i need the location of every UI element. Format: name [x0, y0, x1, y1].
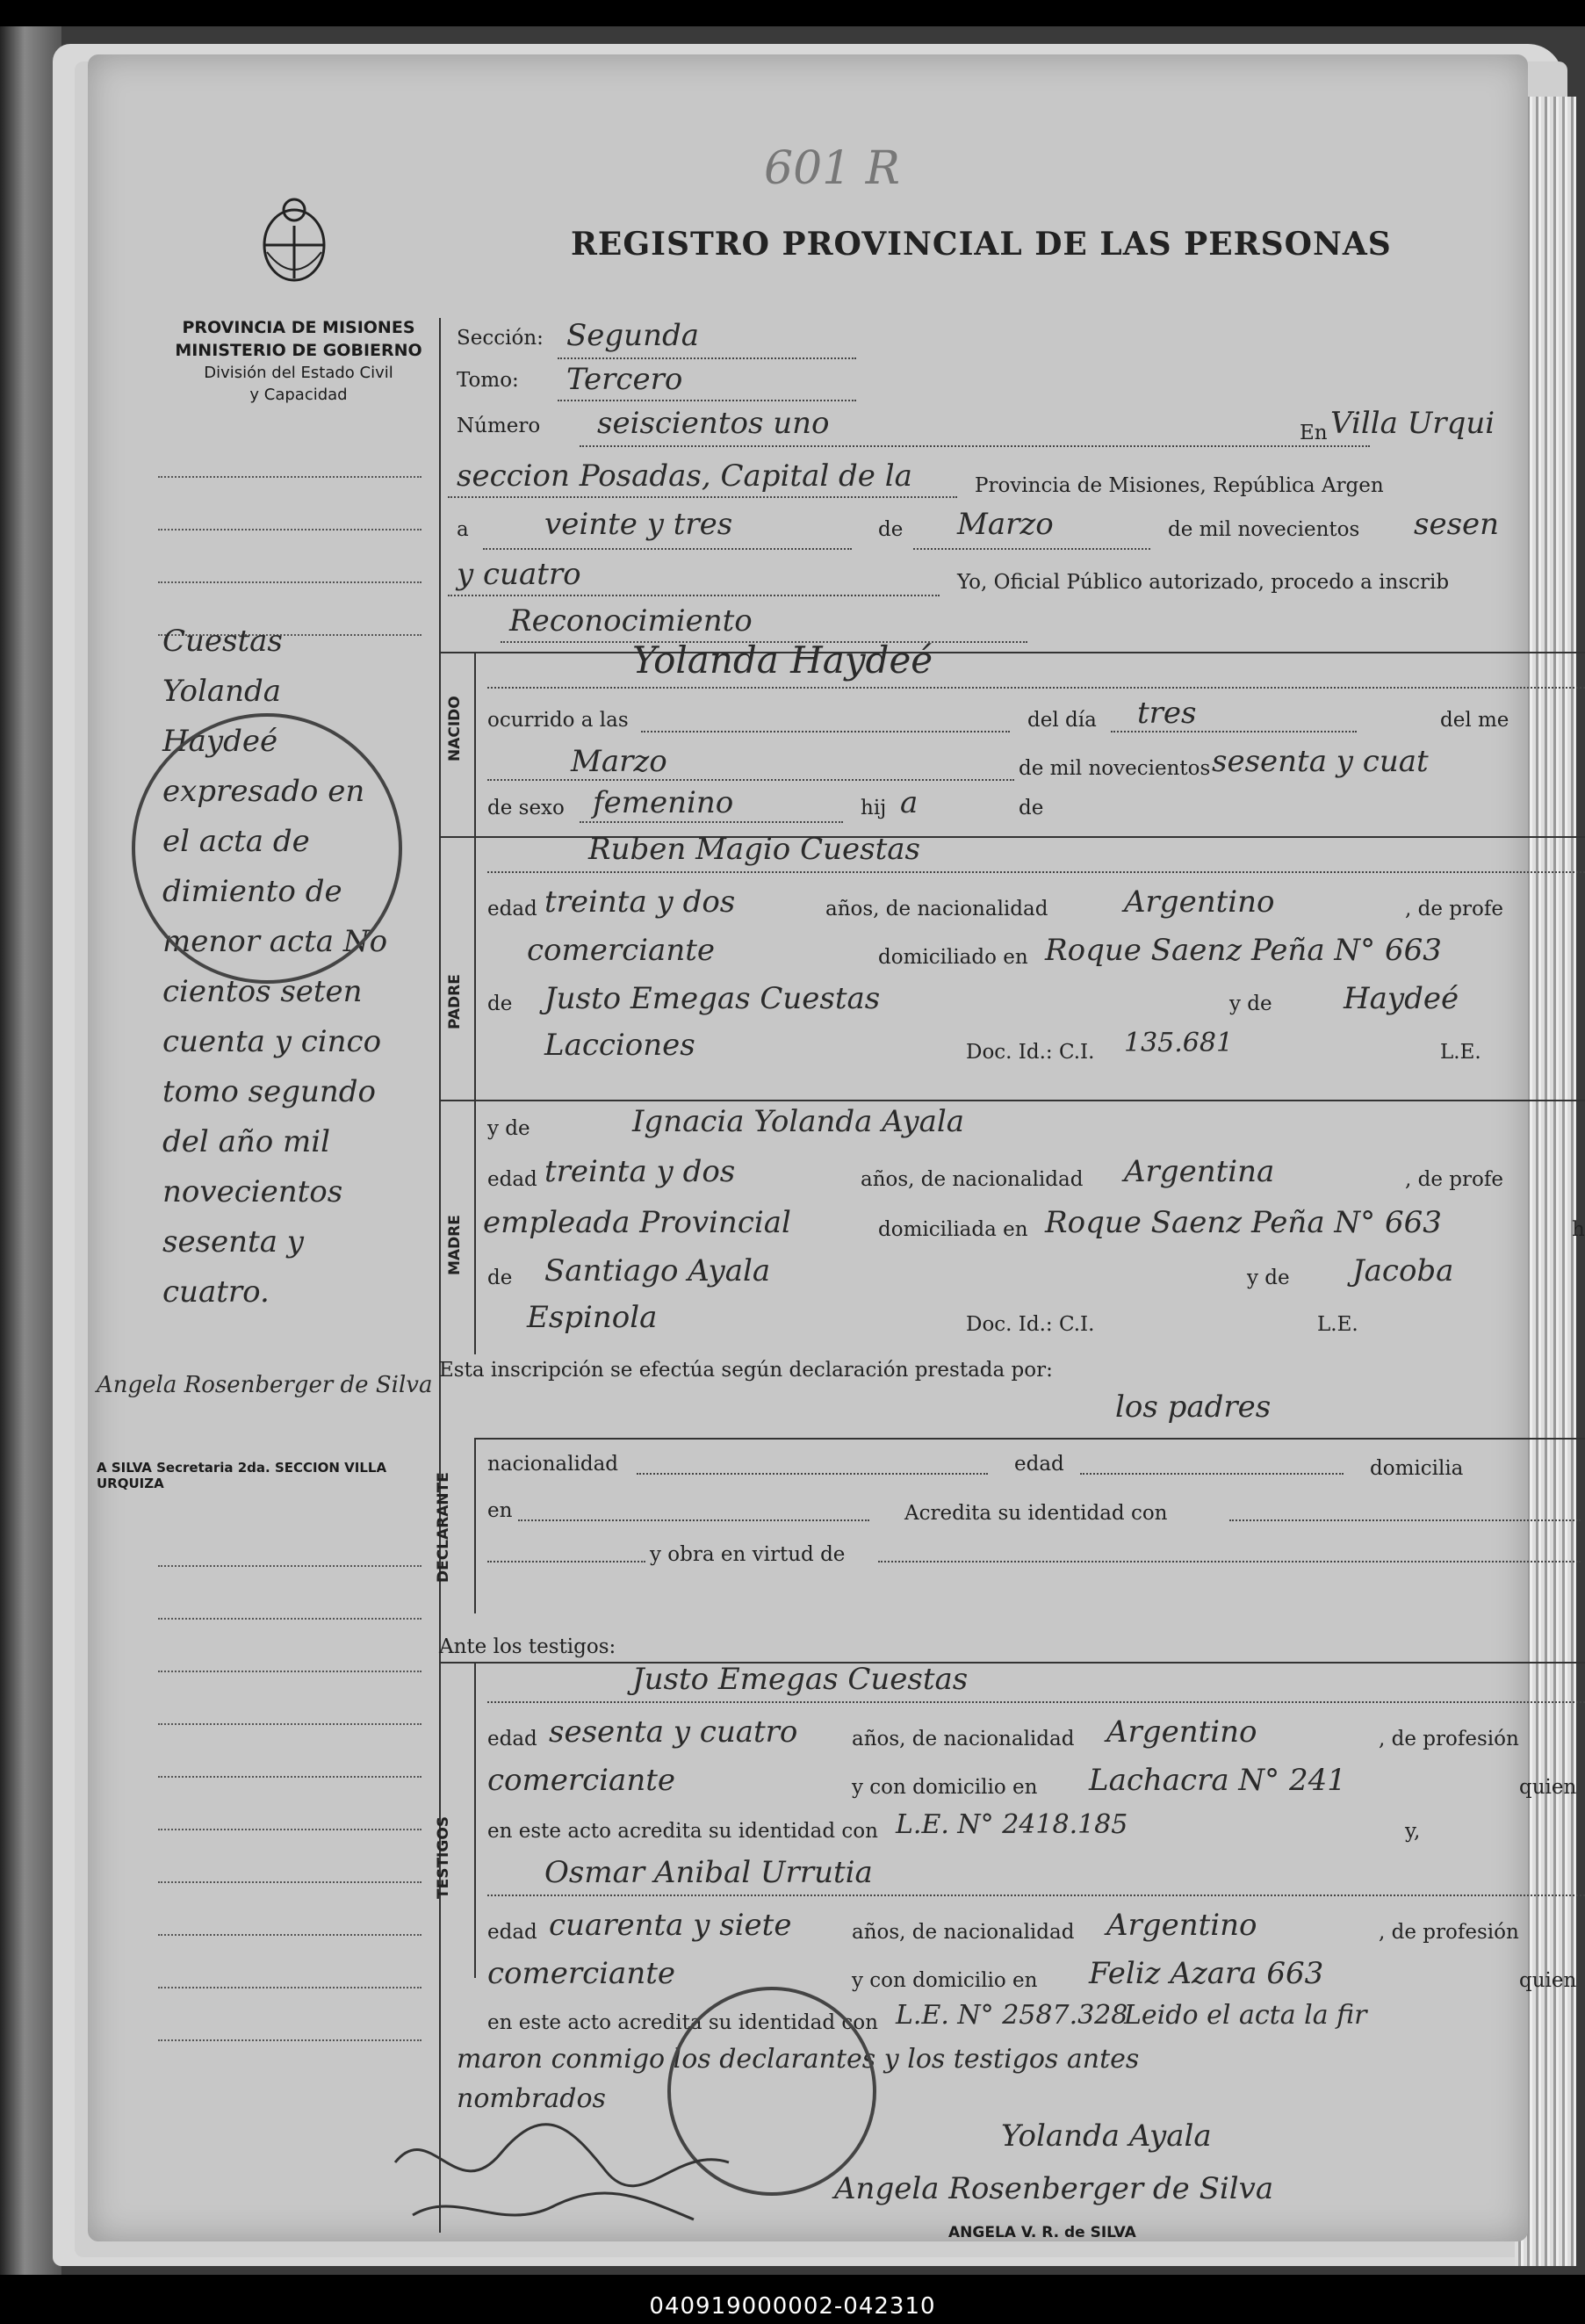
- label-ante: Ante los testigos:: [439, 1635, 616, 1658]
- label-tomo: Tomo:: [457, 369, 519, 392]
- label-doc-id-m: Doc. Id.: C.I.: [966, 1313, 1095, 1336]
- label-h: h: [1572, 1218, 1585, 1241]
- margin-stamp-text: A SILVA Secretaria 2da. SECCION VILLA URQUIZA: [97, 1460, 387, 1491]
- margin-line: cuenta y cinco: [162, 1024, 382, 1059]
- signature-2: Angela Rosenberger de Silva: [834, 2171, 1274, 2206]
- value-padre-ci: 135.681: [1124, 1028, 1234, 1058]
- value-lugar2: seccion Posadas, Capital de la: [457, 458, 912, 494]
- label-t2-quien: quien: [1519, 1969, 1577, 1992]
- value-t1-doc: L.E. N° 2418.185: [896, 1809, 1128, 1840]
- label-t1-edad: edad: [487, 1728, 537, 1750]
- label-nacionalidad: nacionalidad: [487, 1453, 619, 1476]
- value-t2-edad: cuarenta y siete: [549, 1908, 792, 1943]
- label-inscripcion: Esta inscripción se efectúa según declaración prestada por:: [439, 1359, 1053, 1382]
- label-t1-y: y,: [1405, 1820, 1421, 1843]
- value-dia-nac: tres: [1137, 696, 1197, 731]
- value-lugar: Villa Urqui: [1330, 406, 1495, 441]
- label-le-m: L.E.: [1317, 1313, 1358, 1336]
- value-tomo: Tercero: [566, 362, 683, 397]
- side-label-testigos: TESTIGOS: [435, 1815, 452, 1899]
- value-leido2: maron conmigo los declarantes y los testigos antes: [457, 2044, 1140, 2075]
- value-hij-suffix: a: [900, 785, 919, 820]
- label-t2-domicilio: y con domicilio en: [852, 1969, 1038, 1992]
- agency-line-4: y Capacidad: [249, 386, 348, 404]
- label-seccion: Sección:: [457, 327, 544, 350]
- value-t1-nac: Argentino: [1106, 1714, 1257, 1750]
- label-edad-decl: edad: [1014, 1453, 1064, 1476]
- value-testigo1: Justo Emegas Cuestas: [632, 1662, 969, 1697]
- top-note: 601 R: [764, 142, 900, 195]
- value-padre: Ruben Magio Cuestas: [588, 832, 920, 867]
- label-t2-anos-nac: años, de nacionalidad: [852, 1921, 1075, 1944]
- label-t1-profesion: , de profesión: [1379, 1728, 1519, 1750]
- side-label-declarante: DECLARANTE: [435, 1472, 452, 1583]
- label-anos-nac-m: años, de nacionalidad: [861, 1168, 1084, 1191]
- label-del-mes: del me: [1440, 709, 1509, 732]
- value-abuela2: Lacciones: [544, 1028, 695, 1063]
- label-madre-edad: edad: [487, 1168, 537, 1191]
- label-t2-profesion: , de profesión: [1379, 1921, 1519, 1944]
- label-de-profe-m: , de profe: [1405, 1168, 1503, 1191]
- bottom-stamp-text: ANGELA V. R. de SILVA: [948, 2224, 1136, 2241]
- label-del-dia: del día: [1027, 709, 1097, 732]
- value-madre-edad: treinta y dos: [544, 1154, 736, 1189]
- side-label-padre: PADRE: [446, 974, 464, 1029]
- label-ocurrido: ocurrido a las: [487, 709, 629, 732]
- label-t1-anos-nac: años, de nacionalidad: [852, 1728, 1075, 1750]
- label-de-abuelo-m: de: [487, 1267, 513, 1289]
- margin-line: del año mil: [162, 1124, 331, 1159]
- value-leido: Leido el acta la fir: [1124, 2000, 1367, 2031]
- label-padre-edad: edad: [487, 898, 537, 920]
- value-madre-dom: Roque Saenz Peña N° 663: [1045, 1205, 1442, 1240]
- margin-line: dimiento de: [162, 874, 342, 909]
- label-t2-acredita: en este acto acredita su identidad con: [487, 2011, 878, 2034]
- label-de-abuelo: de: [487, 992, 513, 1015]
- value-abuela-m: Jacoba: [1352, 1253, 1454, 1288]
- label-oficial: Yo, Oficial Público autorizado, procedo a inscrib: [957, 571, 1450, 594]
- label-t1-quien: quien: [1519, 1776, 1577, 1799]
- value-padre-edad: treinta y dos: [544, 884, 736, 920]
- label-t1-domicilio: y con domicilio en: [852, 1776, 1038, 1799]
- margin-line: Haydeé: [162, 724, 278, 759]
- value-anio: sesen: [1414, 507, 1500, 542]
- margin-round-stamp: [132, 713, 402, 984]
- official-signature-icon: [378, 2110, 746, 2241]
- label-hij: hij: [861, 797, 887, 819]
- value-t1-prof: comerciante: [487, 1763, 675, 1798]
- value-testigo2: Osmar Anibal Urrutia: [544, 1855, 873, 1890]
- value-seccion: Segunda: [566, 318, 700, 353]
- value-padre-nac: Argentino: [1124, 884, 1275, 920]
- value-abuela-m2: Espinola: [527, 1300, 658, 1335]
- margin-line: cuatro.: [162, 1274, 270, 1310]
- label-de-mil: de mil novecientos: [1019, 757, 1211, 780]
- label-y-de-abuela: y de: [1229, 992, 1272, 1015]
- label-provincia: Provincia de Misiones, República Argen: [975, 474, 1384, 497]
- label-en-decl: en: [487, 1499, 513, 1522]
- value-anio-nac: sesenta y cuat: [1212, 744, 1429, 779]
- label-obra: y obra en virtud de: [650, 1543, 846, 1566]
- footer-code: 040919000002-042310: [0, 2289, 1585, 2324]
- value-abuelo: Justo Emegas Cuestas: [544, 981, 881, 1016]
- agency-block: [158, 318, 439, 404]
- value-t1-dom: Lachacra N° 241: [1089, 1763, 1346, 1798]
- label-en: En: [1300, 422, 1328, 444]
- value-acto: Reconocimiento: [509, 603, 753, 639]
- value-padre-dom: Roque Saenz Peña N° 663: [1045, 933, 1442, 968]
- coat-of-arms-icon: [255, 191, 334, 287]
- agency-line-1: PROVINCIA DE MISIONES: [182, 318, 415, 337]
- value-madre: Ignacia Yolanda Ayala: [632, 1104, 965, 1139]
- value-madre-prof: empleada Provincial: [483, 1205, 791, 1240]
- label-domiciliado: domiciliado en: [878, 946, 1028, 969]
- label-doc-id: Doc. Id.: C.I.: [966, 1041, 1095, 1064]
- value-leido3: nombrados: [457, 2083, 606, 2114]
- value-mes-nac: Marzo: [571, 744, 667, 779]
- value-sexo: femenino: [593, 785, 734, 820]
- label-de-profe: , de profe: [1405, 898, 1503, 920]
- value-numero: seiscientos uno: [597, 406, 830, 441]
- value-abuelo-m: Santiago Ayala: [544, 1253, 771, 1288]
- value-abuela: Haydeé: [1344, 981, 1459, 1016]
- value-nombre: Yolanda Haydeé: [632, 639, 933, 682]
- signature-1: Yolanda Ayala: [1001, 2118, 1212, 2154]
- register-page: [88, 54, 1585, 2241]
- margin-signature: Angela Rosenberger de Silva: [97, 1372, 433, 1398]
- agency-line-2: MINISTERIO DE GOBIERNO: [175, 341, 422, 360]
- label-y-de-madre: y de: [487, 1117, 530, 1140]
- label-a: a: [457, 518, 469, 541]
- margin-line: Cuestas: [162, 624, 283, 659]
- value-padre-prof: comerciante: [527, 933, 715, 968]
- value-t2-prof: comerciante: [487, 1956, 675, 1991]
- value-t1-edad: sesenta y cuatro: [549, 1714, 798, 1750]
- value-dia: veinte y tres: [544, 507, 733, 542]
- side-label-madre: MADRE: [446, 1215, 464, 1275]
- document-title: REGISTRO PROVINCIAL DE LAS PERSONAS: [571, 226, 1392, 263]
- value-mes: Marzo: [957, 507, 1054, 542]
- margin-line: novecientos: [162, 1174, 343, 1209]
- value-t2-dom: Feliz Azara 663: [1089, 1956, 1324, 1991]
- value-anio2: y cuatro: [457, 557, 581, 592]
- label-mil-novecientos: de mil novecientos: [1168, 518, 1360, 541]
- label-domiciliada: domiciliada en: [878, 1218, 1028, 1241]
- main-vertical-rule: [439, 318, 441, 2233]
- label-le: L.E.: [1440, 1041, 1481, 1064]
- label-domicilia: domicilia: [1370, 1457, 1464, 1480]
- label-anos-nac: años, de nacionalidad: [825, 898, 1048, 920]
- margin-line: el acta de: [162, 824, 310, 859]
- label-numero: Número: [457, 415, 541, 437]
- label-y-de-abuela-m: y de: [1247, 1267, 1290, 1289]
- label-de: de: [878, 518, 904, 541]
- label-acredita: Acredita su identidad con: [904, 1502, 1168, 1525]
- value-madre-nac: Argentina: [1124, 1154, 1275, 1189]
- label-t1-acredita: en este acto acredita su identidad con: [487, 1820, 878, 1843]
- margin-line: tomo segundo: [162, 1074, 377, 1109]
- value-t2-doc: L.E. N° 2587.328: [896, 2000, 1128, 2031]
- margin-line: cientos seten: [162, 974, 363, 1009]
- margin-line: Yolanda: [162, 674, 282, 709]
- value-t2-nac: Argentino: [1106, 1908, 1257, 1943]
- side-label-nacido: NACIDO: [446, 696, 464, 761]
- agency-line-3: División del Estado Civil: [204, 364, 393, 382]
- margin-line: menor acta No: [162, 924, 388, 959]
- margin-line: sesenta y: [162, 1224, 304, 1259]
- label-de-2: de: [1019, 797, 1044, 819]
- label-sexo: de sexo: [487, 797, 565, 819]
- margin-line: expresado en: [162, 774, 365, 809]
- label-t2-edad: edad: [487, 1921, 537, 1944]
- value-declarante: los padres: [1115, 1389, 1272, 1425]
